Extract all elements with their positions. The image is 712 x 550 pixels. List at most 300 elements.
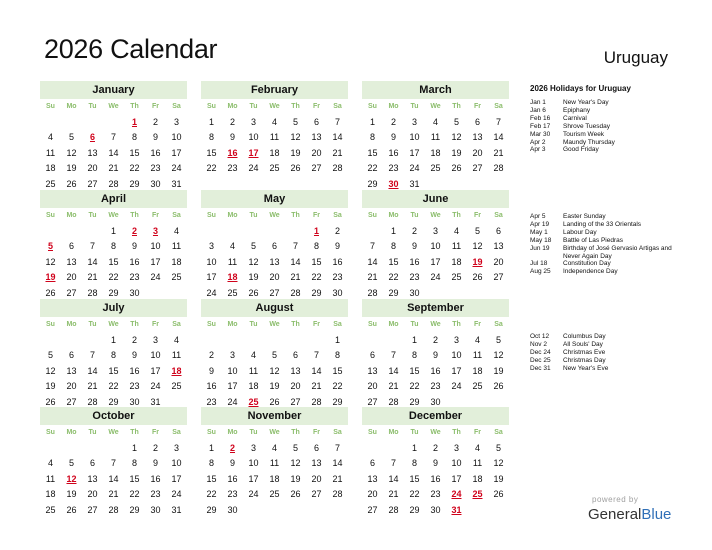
day-cell: 23 xyxy=(150,163,161,173)
day-cell: 22 xyxy=(332,381,343,391)
day-cell: 25 xyxy=(171,272,182,282)
month-february xyxy=(201,81,348,177)
day-cell: 18 xyxy=(430,147,441,158)
month-october xyxy=(40,407,187,518)
week-row xyxy=(362,503,509,519)
day-cell: 21 xyxy=(332,147,343,158)
weekday-label: Mo xyxy=(66,103,77,110)
holiday-name: Independence Day xyxy=(563,268,618,276)
weekday-row xyxy=(201,208,348,224)
day-cell: 7 xyxy=(292,241,298,251)
week-row xyxy=(362,270,509,286)
day-cell: 23 xyxy=(227,489,238,499)
day-cell: 14 xyxy=(87,256,98,267)
day-cell: 29 xyxy=(311,287,322,298)
day-cell: 27 xyxy=(66,396,77,407)
holiday-name: Labour Day xyxy=(563,228,597,236)
holiday-row xyxy=(530,365,690,373)
day-cell: 4 xyxy=(432,116,438,127)
day-cell: 24 xyxy=(206,287,217,298)
day-cell: 22 xyxy=(367,163,378,173)
day-cell: 27 xyxy=(311,163,322,173)
weekday-label: Tu xyxy=(249,103,258,110)
holiday-date: Dec 25 xyxy=(530,356,551,364)
holiday-date: Mar 30 xyxy=(530,130,551,138)
weekday-label: Mo xyxy=(388,321,399,328)
day-cell: 18 xyxy=(171,256,182,267)
weekday-label: Sa xyxy=(333,429,342,436)
day-cell: 11 xyxy=(269,458,280,468)
week-row xyxy=(201,472,348,488)
day-cell: 14 xyxy=(332,458,343,468)
day-cell: 15 xyxy=(108,256,119,267)
day-cell: 23 xyxy=(332,272,343,282)
day-cell: 14 xyxy=(87,365,98,376)
week-row xyxy=(362,364,509,380)
holiday-date: Jul 18 xyxy=(530,260,548,268)
day-cell: 20 xyxy=(472,147,483,158)
empty-cell xyxy=(82,115,103,131)
day-cell: 11 xyxy=(269,132,280,142)
day-cell: 17 xyxy=(248,473,259,484)
day-cell: 23 xyxy=(409,272,420,282)
holiday-row xyxy=(530,146,690,154)
holiday-list xyxy=(530,84,690,97)
holiday-row xyxy=(530,357,690,365)
day-cell: 20 xyxy=(367,381,378,391)
day-cell: 25 xyxy=(451,272,462,282)
holiday-date: Jan 6 xyxy=(530,106,546,114)
week-row xyxy=(201,224,348,240)
day-cell: 21 xyxy=(87,381,98,391)
day-cell: 11 xyxy=(472,350,483,360)
weekday-label: Sa xyxy=(172,212,181,219)
day-cell: 29 xyxy=(108,396,119,407)
day-cell: 4 xyxy=(271,442,277,453)
day-cell: 13 xyxy=(367,473,378,484)
day-cell: 17 xyxy=(451,365,462,376)
weekday-label: Fr xyxy=(474,429,481,436)
day-cell: 9 xyxy=(208,365,214,376)
holiday-row xyxy=(530,349,690,357)
week-row xyxy=(201,441,348,457)
month-april xyxy=(40,190,187,301)
day-cell: 18 xyxy=(269,147,280,158)
month-header: February xyxy=(201,81,348,99)
weekday-label: Th xyxy=(452,321,461,328)
day-cell: 27 xyxy=(493,272,504,282)
weekday-label: Mo xyxy=(66,321,77,328)
holiday-name: Good Friday xyxy=(563,146,599,154)
day-cell: 7 xyxy=(390,350,396,360)
week-row xyxy=(40,255,187,271)
day-cell: 31 xyxy=(409,178,420,189)
month-may xyxy=(201,190,348,317)
day-cell: 9 xyxy=(334,241,340,251)
day-cell: 1 xyxy=(110,225,116,236)
weekday-label: Mo xyxy=(388,212,399,219)
day-cell: 2 xyxy=(390,116,396,127)
week-row xyxy=(40,364,187,380)
day-cell: 6 xyxy=(292,350,298,360)
week-row xyxy=(40,224,187,240)
week-row xyxy=(201,115,348,131)
day-cell: 6 xyxy=(369,458,375,468)
month-header: August xyxy=(201,299,348,317)
day-cell: 3 xyxy=(229,350,235,360)
weekday-label: Fr xyxy=(152,321,159,328)
day-cell: 27 xyxy=(66,287,77,298)
weekday-label: Fr xyxy=(152,429,159,436)
week-row xyxy=(40,348,187,364)
holiday-day: 1 xyxy=(313,225,319,236)
day-cell: 25 xyxy=(171,381,182,391)
day-cell: 19 xyxy=(290,147,301,158)
holiday-name: Christmas Eve xyxy=(563,348,606,356)
holiday-day: 19 xyxy=(45,272,56,282)
day-cell: 27 xyxy=(472,163,483,173)
day-cell: 8 xyxy=(110,241,116,251)
day-cell: 25 xyxy=(45,178,56,189)
day-cell: 4 xyxy=(453,225,459,236)
weekday-label: Sa xyxy=(494,212,503,219)
day-cell: 8 xyxy=(390,241,396,251)
day-cell: 3 xyxy=(453,442,459,453)
day-cell: 14 xyxy=(311,365,322,376)
day-cell: 8 xyxy=(131,132,137,142)
week-row xyxy=(40,379,187,395)
weekday-label: We xyxy=(108,321,119,328)
day-cell: 15 xyxy=(129,147,140,158)
day-cell: 25 xyxy=(45,504,56,515)
day-cell: 11 xyxy=(451,241,462,251)
day-cell: 16 xyxy=(129,256,140,267)
holiday-name: Landing of the 33 Orientals xyxy=(563,220,642,228)
day-cell: 28 xyxy=(388,396,399,407)
day-cell: 17 xyxy=(171,473,182,484)
day-cell: 29 xyxy=(367,178,378,189)
week-row xyxy=(362,224,509,240)
day-cell: 15 xyxy=(367,147,378,158)
day-cell: 26 xyxy=(66,504,77,515)
day-cell: 12 xyxy=(269,365,280,376)
day-cell: 17 xyxy=(206,272,217,282)
holiday-name: Christmas Day xyxy=(563,356,606,364)
holiday-name: All Souls' Day xyxy=(563,340,603,348)
empty-cell xyxy=(201,224,222,240)
month-december xyxy=(362,407,509,518)
day-cell: 22 xyxy=(409,381,420,391)
day-cell: 29 xyxy=(409,504,420,515)
week-row xyxy=(201,255,348,271)
day-cell: 13 xyxy=(87,473,98,484)
day-cell: 27 xyxy=(269,287,280,298)
day-cell: 7 xyxy=(89,241,95,251)
day-cell: 12 xyxy=(493,350,504,360)
weekday-label: Tu xyxy=(88,429,97,436)
day-cell: 13 xyxy=(472,132,483,142)
holiday-group xyxy=(530,333,690,373)
day-cell: 9 xyxy=(152,132,158,142)
day-cell: 20 xyxy=(87,489,98,499)
week-row xyxy=(362,348,509,364)
day-cell: 7 xyxy=(334,442,340,453)
month-june xyxy=(362,190,509,301)
week-row xyxy=(201,364,348,380)
day-cell: 15 xyxy=(332,365,343,376)
day-cell: 27 xyxy=(367,396,378,407)
week-row xyxy=(201,379,348,395)
empty-cell xyxy=(103,115,124,131)
week-row xyxy=(362,255,509,271)
holiday-day: 25 xyxy=(248,396,259,407)
weekday-label: Fr xyxy=(152,212,159,219)
empty-cell xyxy=(383,441,404,457)
holiday-row xyxy=(530,99,690,107)
day-cell: 22 xyxy=(388,272,399,282)
day-cell: 4 xyxy=(47,132,53,142)
day-cell: 20 xyxy=(290,381,301,391)
day-cell: 28 xyxy=(311,396,322,407)
weekday-row xyxy=(362,208,509,224)
day-cell: 5 xyxy=(68,458,74,468)
day-cell: 28 xyxy=(332,163,343,173)
day-cell: 2 xyxy=(432,334,438,345)
day-cell: 7 xyxy=(390,458,396,468)
empty-cell xyxy=(362,224,383,240)
day-cell: 4 xyxy=(173,225,179,236)
empty-cell xyxy=(40,115,61,131)
empty-cell xyxy=(243,333,264,349)
weekday-label: We xyxy=(269,103,280,110)
holiday-row xyxy=(530,115,690,123)
day-cell: 29 xyxy=(332,396,343,407)
weekday-label: Th xyxy=(291,429,300,436)
day-cell: 14 xyxy=(108,147,119,158)
day-cell: 17 xyxy=(409,147,420,158)
week-row xyxy=(201,239,348,255)
weekday-label: Fr xyxy=(313,429,320,436)
day-cell: 18 xyxy=(451,256,462,267)
empty-cell xyxy=(264,333,285,349)
weekday-label: Su xyxy=(207,321,216,328)
day-cell: 12 xyxy=(451,132,462,142)
weekday-label: Su xyxy=(368,429,377,436)
weekday-label: Th xyxy=(452,429,461,436)
weekday-label: Su xyxy=(368,212,377,219)
day-cell: 28 xyxy=(87,287,98,298)
day-cell: 2 xyxy=(411,225,417,236)
empty-cell xyxy=(61,224,82,240)
holiday-date: Dec 24 xyxy=(530,348,551,356)
holiday-date: Jan 1 xyxy=(530,99,546,106)
day-cell: 10 xyxy=(150,241,161,251)
day-cell: 23 xyxy=(150,489,161,499)
holiday-row xyxy=(530,229,690,237)
weekday-label: Sa xyxy=(172,321,181,328)
week-row xyxy=(201,333,348,349)
day-cell: 14 xyxy=(493,132,504,142)
day-cell: 10 xyxy=(227,365,238,376)
holiday-date: Apr 5 xyxy=(530,213,546,220)
day-cell: 23 xyxy=(129,381,140,391)
day-cell: 26 xyxy=(290,489,301,499)
day-cell: 10 xyxy=(150,350,161,360)
day-cell: 19 xyxy=(493,365,504,376)
day-cell: 6 xyxy=(68,350,74,360)
day-cell: 28 xyxy=(367,287,378,298)
day-cell: 5 xyxy=(474,225,480,236)
day-cell: 28 xyxy=(493,163,504,173)
day-cell: 30 xyxy=(129,287,140,298)
day-cell: 30 xyxy=(430,396,441,407)
day-cell: 19 xyxy=(45,381,56,391)
day-cell: 24 xyxy=(171,489,182,499)
weekday-label: Mo xyxy=(227,212,238,219)
day-cell: 13 xyxy=(311,458,322,468)
empty-cell xyxy=(362,333,383,349)
weekday-label: We xyxy=(430,429,441,436)
day-cell: 28 xyxy=(87,396,98,407)
holiday-date: Dec 31 xyxy=(530,364,551,372)
day-cell: 30 xyxy=(227,504,238,515)
week-row xyxy=(362,115,509,131)
holiday-name: Tourism Week xyxy=(563,130,605,138)
month-header: December xyxy=(362,407,509,425)
empty-cell xyxy=(82,224,103,240)
day-cell: 25 xyxy=(269,489,280,499)
week-row xyxy=(362,441,509,457)
day-cell: 8 xyxy=(131,458,137,468)
day-cell: 9 xyxy=(390,132,396,142)
weekday-row xyxy=(40,317,187,333)
weekday-label: We xyxy=(269,429,280,436)
weekday-label: Th xyxy=(130,212,139,219)
empty-cell xyxy=(383,333,404,349)
month-march xyxy=(362,81,509,192)
day-cell: 10 xyxy=(430,241,441,251)
day-cell: 22 xyxy=(206,163,217,173)
weekday-row xyxy=(362,317,509,333)
day-cell: 7 xyxy=(89,350,95,360)
day-cell: 18 xyxy=(472,365,483,376)
day-cell: 8 xyxy=(313,241,319,251)
holiday-name: Columbus Day xyxy=(563,333,606,340)
day-cell: 25 xyxy=(227,287,238,298)
day-cell: 19 xyxy=(248,272,259,282)
weekday-label: Sa xyxy=(494,429,503,436)
day-cell: 17 xyxy=(171,147,182,158)
day-cell: 17 xyxy=(451,473,462,484)
week-row xyxy=(201,161,348,177)
empty-cell xyxy=(61,441,82,457)
holiday-group xyxy=(530,99,690,154)
empty-cell xyxy=(61,333,82,349)
day-cell: 12 xyxy=(493,458,504,468)
day-cell: 16 xyxy=(430,473,441,484)
weekday-label: Fr xyxy=(313,103,320,110)
holiday-day: 12 xyxy=(66,473,77,484)
day-cell: 8 xyxy=(411,350,417,360)
weekday-label: Tu xyxy=(249,429,258,436)
day-cell: 20 xyxy=(311,473,322,484)
day-cell: 28 xyxy=(108,504,119,515)
day-cell: 2 xyxy=(131,334,137,345)
day-cell: 17 xyxy=(227,381,238,391)
day-cell: 1 xyxy=(390,225,396,236)
weekday-label: Sa xyxy=(494,321,503,328)
day-cell: 10 xyxy=(171,458,182,468)
month-september xyxy=(362,299,509,410)
day-cell: 29 xyxy=(206,504,217,515)
empty-cell xyxy=(82,441,103,457)
day-cell: 2 xyxy=(152,116,158,127)
week-row xyxy=(201,456,348,472)
day-cell: 8 xyxy=(369,132,375,142)
day-cell: 17 xyxy=(150,365,161,376)
day-cell: 27 xyxy=(87,504,98,515)
day-cell: 12 xyxy=(290,458,301,468)
day-cell: 16 xyxy=(332,256,343,267)
day-cell: 2 xyxy=(229,116,235,127)
day-cell: 6 xyxy=(89,458,95,468)
brand-general: General xyxy=(588,506,642,523)
weekday-label: Tu xyxy=(249,321,258,328)
day-cell: 20 xyxy=(367,489,378,499)
day-cell: 27 xyxy=(290,396,301,407)
day-cell: 21 xyxy=(108,489,119,499)
day-cell: 3 xyxy=(411,116,417,127)
day-cell: 10 xyxy=(409,132,420,142)
day-cell: 12 xyxy=(66,147,77,158)
day-cell: 16 xyxy=(409,256,420,267)
day-cell: 10 xyxy=(171,132,182,142)
day-cell: 12 xyxy=(290,132,301,142)
brand-blue: Blue xyxy=(641,506,672,523)
holiday-group xyxy=(530,213,690,276)
day-cell: 16 xyxy=(206,381,217,391)
weekday-label: Fr xyxy=(152,103,159,110)
day-cell: 24 xyxy=(430,272,441,282)
weekday-row xyxy=(40,425,187,441)
day-cell: 28 xyxy=(332,489,343,499)
weekday-label: We xyxy=(269,321,280,328)
weekday-label: Su xyxy=(207,212,216,219)
day-cell: 4 xyxy=(47,458,53,468)
holiday-date: Apr 19 xyxy=(530,220,550,228)
day-cell: 21 xyxy=(493,147,504,158)
day-cell: 3 xyxy=(453,334,459,345)
day-cell: 20 xyxy=(66,381,77,391)
week-row xyxy=(362,487,509,503)
day-cell: 11 xyxy=(45,147,56,158)
weekday-label: Su xyxy=(46,212,55,219)
holiday-day: 25 xyxy=(472,489,483,499)
holiday-name: Constitution Day xyxy=(563,260,611,268)
week-row xyxy=(40,472,187,488)
weekday-label: Sa xyxy=(172,103,181,110)
holiday-row xyxy=(530,123,690,131)
week-row xyxy=(201,130,348,146)
week-row xyxy=(362,333,509,349)
day-cell: 1 xyxy=(411,334,417,345)
holiday-date: May 18 xyxy=(530,236,552,244)
day-cell: 26 xyxy=(451,163,462,173)
day-cell: 5 xyxy=(453,116,459,127)
week-row xyxy=(362,472,509,488)
day-cell: 20 xyxy=(493,256,504,267)
weekday-label: Th xyxy=(452,103,461,110)
